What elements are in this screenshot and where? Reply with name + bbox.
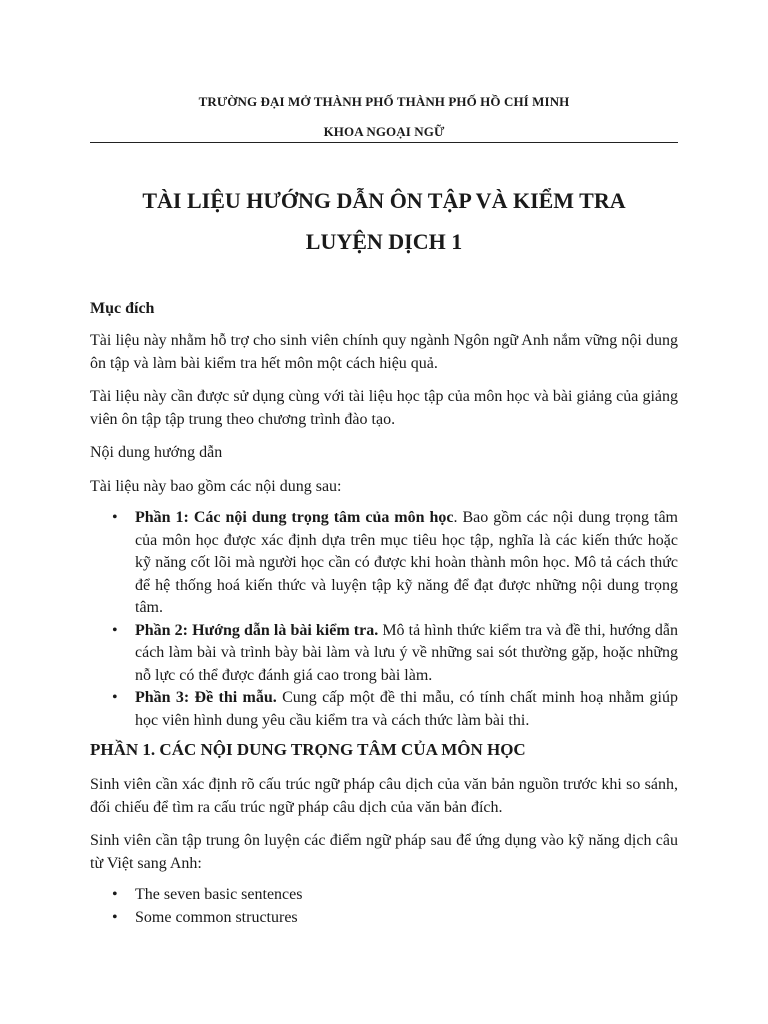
bullet-icon: • [112,908,118,926]
purpose-paragraph-2: Tài liệu này cần được sử dụng cùng với tài liệu học tập của môn học và bài giảng của giảng viên ôn tập tập trung theo chương trình đào tạo. [90,388,678,428]
list-item-text: The seven basic sentences [135,886,303,903]
contents-list [90,507,678,732]
header-divider [90,142,678,143]
part1-paragraph-2: Sinh viên cần tập trung ôn luyện các điểm ngữ pháp sau để ứng dụng vào kỹ năng dịch câu từ Việt sang Anh: [90,832,678,872]
list-item-title: Phần 2: Hướng dẫn là bài kiểm tra. [135,621,379,639]
bullet-icon: • [112,621,118,639]
document-title-line-1: TÀI LIỆU HƯỚNG DẪN ÔN TẬP VÀ KIỂM TRA [142,188,626,213]
bullet-icon: • [112,886,118,903]
list-item [90,620,678,688]
document-page [90,0,678,1024]
part1-paragraph-1: Sinh viên cần xác định rõ cấu trúc ngữ pháp câu dịch của văn bản nguồn trước khi so sánh, đối chiếu để tìm ra cấu trúc ngữ pháp câu dịch của văn bản đích. [90,776,678,816]
bullet-icon: • [112,509,118,526]
list-item [90,507,678,620]
list-item-title: Phần 3: Đề thi mẫu. [135,689,277,706]
list-item-text: . Bao gồm các nội dung trọng tâm của môn học được xác định dựa trên mục tiêu học tập, nghĩa là các kiến thức hoặc kỹ năng cốt lõi mà người học cần có được khi hoàn thành môn học. Mô tả cách thức để hệ thống hoá kiến thức và luyện tập kỹ năng để đạt được những nội dung trọng tâm. [135,509,678,616]
list-item-text: Mô tả hình thức kiểm tra và đề thi, hướng dẫn cách làm bài và trình bày bài làm và lưu ý về những sai sót thường gặp, hoặc những nỗ lực có thể được đánh giá cao trong bài làm. [135,621,678,684]
purpose-paragraph-1: Tài liệu này nhằm hỗ trợ cho sinh viên chính quy ngành Ngôn ngữ Anh nắm vững nội dung ôn tập và làm bài kiểm tra hết môn một cách hiệu quả. [90,332,678,372]
list-item-title: Phần 1: Các nội dung trọng tâm của môn học [135,509,454,526]
list-item [90,884,678,907]
grammar-points-list [90,884,678,929]
part1-heading: PHẦN 1. CÁC NỘI DUNG TRỌNG TÂM CỦA MÔN HỌC [90,740,526,759]
document-title-line-2: LUYỆN DỊCH 1 [305,229,463,254]
contents-intro: Tài liệu này bao gồm các nội dung sau: [90,478,342,495]
list-item-text: Cung cấp một đề thi mẫu, có tính chất minh hoạ nhằm giúp học viên hình dung yêu cầu kiểm tra và cách thức làm bài thi. [135,689,679,729]
list-item [90,687,678,732]
purpose-heading: Mục đích [90,300,155,317]
bullet-icon: • [112,689,118,706]
list-item [90,907,678,930]
faculty-name: KHOA NGOẠI NGỮ [323,124,445,139]
list-item-text: Some common structures [135,908,298,926]
guide-heading: Nội dung hướng dẫn [90,444,223,461]
school-name: TRƯỜNG ĐẠI MỞ THÀNH PHỐ THÀNH PHỐ HỒ CHÍ MINH [198,94,570,109]
